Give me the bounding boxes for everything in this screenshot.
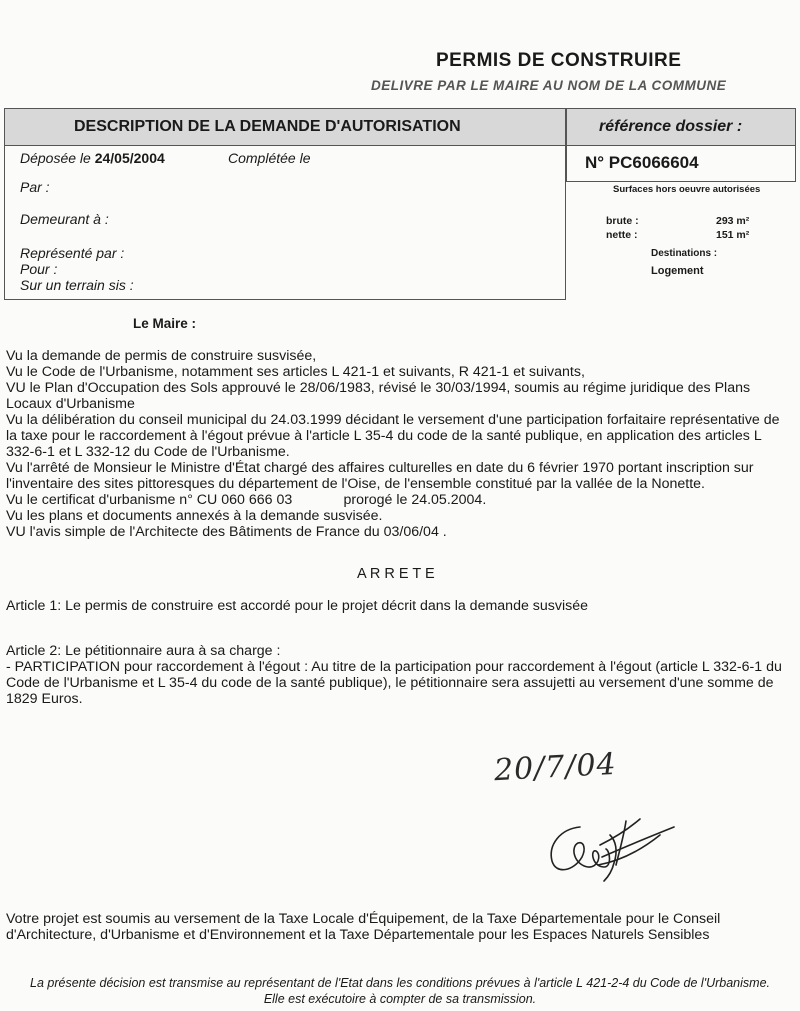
article-1: Article 1: Le permis de construire est accordé pour le projet décrit dans la demande susvisée	[6, 598, 588, 614]
footer	[0, 975, 800, 1007]
reference-header	[567, 109, 795, 146]
brute-value: 293 m²	[716, 215, 750, 227]
surfaces-label: Surfaces hors oeuvre autorisées	[613, 184, 761, 195]
brute-label: brute :	[606, 215, 639, 227]
deposee-row	[20, 150, 165, 166]
document-subtitle: DELIVRE PAR LE MAIRE AU NOM DE LA COMMUNE	[371, 78, 727, 93]
taxe-notice: Votre projet est soumis au versement de la Taxe Locale d'Équipement, de la Taxe Départementale pour le Conseil d'Architecture, d'Urbanisme et d'Environnement et la Taxe Départementale pour les Espaces Naturels Sensibles	[6, 911, 721, 943]
document-title: PERMIS DE CONSTRUIRE	[436, 50, 682, 71]
footer-line-1: La présente décision est transmise au représentant de l'Etat dans les conditions prévues à l'article L 421-2-4 du Code de l'Urbanisme.	[30, 976, 770, 990]
vu-line: Vu le Code de l'Urbanisme, notamment ses articles L 421-1 et suivants, R 421-1 et suivants,	[6, 364, 585, 380]
terrain-label: Sur un terrain sis :	[20, 277, 134, 293]
footer-line-2: Elle est exécutoire à compter de sa transmission.	[263, 992, 537, 1006]
description-box	[4, 108, 566, 300]
vu-line: VU le Plan d'Occupation des Sols approuvé le 28/06/1983, révisé le 30/03/1994, soumis au régime juridique des Plans Locaux d'Urbanisme	[6, 380, 751, 412]
deposee-label: Déposée le	[20, 150, 91, 166]
pour-label: Pour :	[20, 261, 58, 277]
completee-label: Complétée le	[228, 150, 311, 166]
description-header	[5, 109, 565, 146]
vu-line: Vu les plans et documents annexés à la demande susvisée.	[6, 508, 383, 524]
description-heading: DESCRIPTION DE LA DEMANDE D'AUTORISATION	[74, 118, 461, 135]
par-label: Par :	[20, 179, 50, 195]
mayor-signature	[540, 805, 690, 885]
vu-block	[6, 348, 792, 540]
vu-line: VU l'avis simple de l'Architecte des Bâtiments de France du 03/06/04 .	[6, 524, 447, 540]
demeurant-label: Demeurant à :	[20, 211, 109, 227]
destination-value: Logement	[651, 265, 704, 277]
vu-line: Vu l'arrêté de Monsieur le Ministre d'État chargé des affaires culturelles en date du 6 février 1970 portant inscription sur l'inventaire des sites pittoresques du département de l'Oise, de l'ensemble constitué par la vallée de la Nonette.	[6, 460, 754, 492]
nette-label: nette :	[606, 229, 638, 241]
vu-line: Vu la délibération du conseil municipal du 24.03.1999 décidant le versement d'une participation forfaitaire représentative de la taxe pour le raccordement à l'égout prévue à l'article L 35-4 du code de la santé publique, en application des articles L 332-6-1 et L 332-12 du Code de l'Urbanisme.	[6, 412, 780, 460]
reference-heading: référence dossier :	[599, 118, 743, 135]
vu-line: Vu le certificat d'urbanisme n° CU 060 666 03 prorogé le 24.05.2004.	[6, 492, 487, 508]
article-2-text: - PARTICIPATION pour raccordement à l'égout : Au titre de la participation pour raccordement à l'égout (article L 332-6-1 du Code de l'Urbanisme et L 35-4 du code de la santé publique), le pétitionnaire sera assujetti au versement d'une somme de 1829 Euros.	[6, 659, 782, 707]
arrete-heading: A R R E T E	[357, 566, 435, 582]
reference-box	[566, 108, 796, 182]
destinations-label: Destinations :	[651, 248, 718, 259]
article-2-title: Article 2: Le pétitionnaire aura à sa charge :	[6, 643, 281, 659]
le-maire: Le Maire :	[133, 316, 197, 331]
article-2	[6, 643, 792, 707]
dossier-number: N° PC6066604	[585, 153, 699, 172]
handwritten-date: 20/7/04	[493, 746, 618, 789]
nette-value: 151 m²	[716, 229, 750, 241]
vu-line: Vu la demande de permis de construire susvisée,	[6, 348, 317, 364]
represente-label: Représenté par :	[20, 245, 125, 261]
deposee-date: 24/05/2004	[94, 150, 165, 166]
